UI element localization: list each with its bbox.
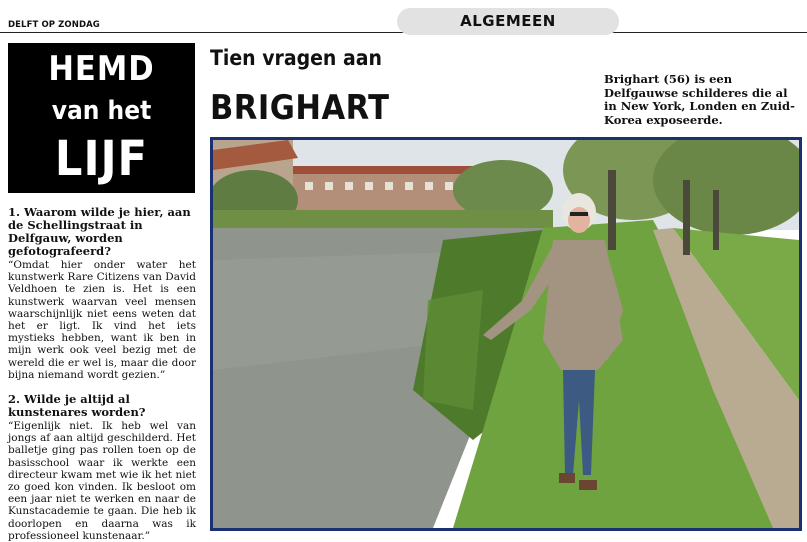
question-1: 1. Waarom wilde je hier, aan de Schellingstraat in Delfgauw, worden gefotografeerd? — [8, 205, 191, 258]
column-logo — [8, 43, 195, 193]
publication-name: DELFT OP ZONDAG — [8, 20, 100, 30]
answer-2: “Eigenlijk niet. Ik heb wel van jongs af aan altijd geschilderd. Het balletje ging pas rollen toen op de basisschool waar ik werkte een directeur kwam met wie ik het niet zo goed kon vinden. Ik besloot om een jaar niet te werken en naar de Kunstacademie te gaan. Die heb ik doorlopen en daarna was ik professioneel kunstenaar.” — [8, 420, 196, 542]
article-intro: Brighart (56) is een Delfgauwse schilderes die al in New York, Londen en Zuid-Korea exposeerde. — [604, 72, 795, 127]
logo-line-1: HEMD — [48, 49, 155, 89]
logo-line-2: van het — [51, 96, 152, 126]
logo-line-3: LIJF — [54, 131, 149, 187]
question-2: 2. Wilde je altijd al kunstenares worden? — [8, 392, 146, 420]
qa-column — [8, 206, 196, 542]
photo-scene — [213, 140, 799, 528]
article-headline: BRIGHART — [210, 88, 390, 128]
article-kicker: Tien vragen aan — [210, 46, 382, 70]
article-photo — [210, 137, 802, 531]
answer-1: “Omdat hier onder water het kunstwerk Rare Citizens van David Veldhoen te zien is. Het is een kunstwerk waarvan veel mensen waarschijnlijk niet eens weten dat het er ligt. Ik vind het iets mystieks hebben, want ik ben in mijn werk ook veel bezig met de wereld die er wel is, maar die door bijna niemand wordt gezien.” — [8, 259, 196, 381]
section-label: ALGEMEEN — [397, 8, 619, 35]
